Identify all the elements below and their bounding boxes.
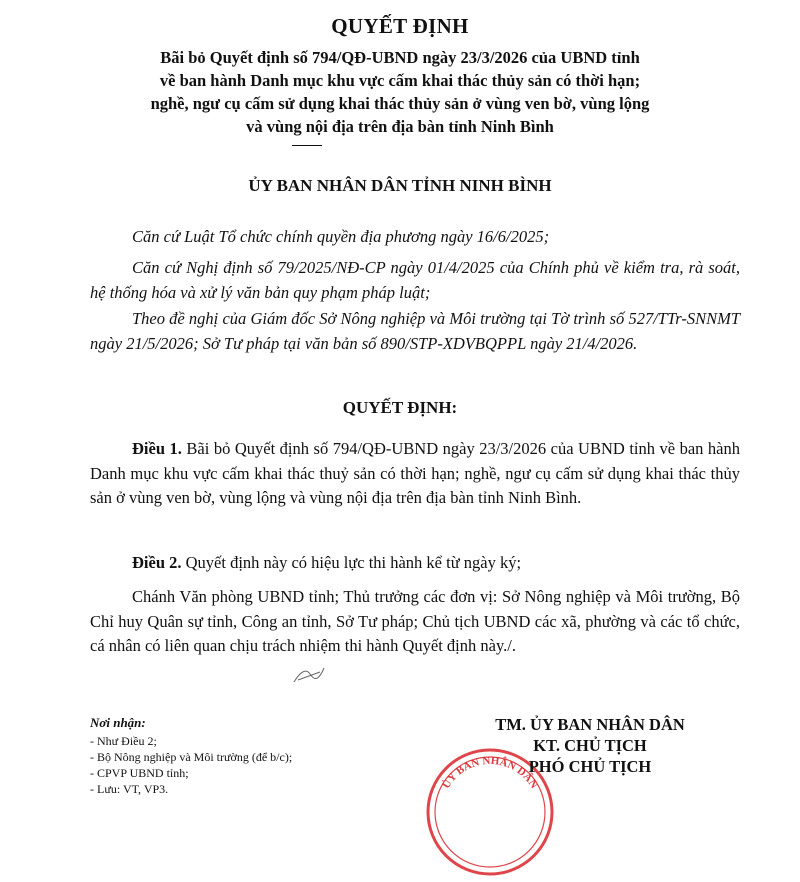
list-item: - Bộ Nông nghiệp và Môi trường (để b/c); bbox=[90, 750, 293, 764]
article-1-label: Điều 1. bbox=[132, 439, 182, 458]
list-item: - Lưu: VT, VP3. bbox=[90, 782, 169, 796]
list-item: - Như Điều 2; bbox=[90, 734, 157, 748]
subtitle-line: và vùng nội địa trên địa bàn tỉnh Ninh Bình bbox=[246, 117, 554, 136]
subtitle-line: nghề, ngư cụ cấm sử dụng khai thác thủy sản ở vùng ven bờ, vùng lộng bbox=[150, 94, 650, 113]
legal-basis-2: Căn cứ Nghị định số 79/2025/NĐ-CP ngày 01/4/2025 của Chính phủ về kiểm tra, rà soát, hệ thống hóa và xử lý văn bản quy phạm pháp luật; bbox=[90, 258, 740, 302]
handwritten-mark-icon bbox=[290, 662, 330, 688]
subtitle-line: về ban hành Danh mục khu vực cấm khai thác thủy sản có thời hạn; bbox=[159, 71, 641, 90]
article-3: Chánh Văn phòng UBND tỉnh; Thủ trưởng các đơn vị: Sở Nông nghiệp và Môi trường, Bộ Chỉ huy Quân sự tỉnh, Công an tỉnh, Sở Tư pháp; Chủ tịch UBND các xã, phường và các tổ chức, cá nhân có liên quan chịu trách nhiệm thi hành Quyết định này./. bbox=[90, 587, 740, 655]
decides-heading: QUYẾT ĐỊNH: bbox=[342, 398, 458, 417]
subtitle-line: Bãi bỏ Quyết định số 794/QĐ-UBND ngày 23/3/2026 của UBND tỉnh bbox=[160, 48, 640, 67]
title-underline bbox=[292, 145, 322, 146]
recipients-block bbox=[90, 715, 420, 797]
article-2-text: Quyết định này có hiệu lực thi hành kể từ ngày ký; bbox=[181, 553, 522, 572]
article-1 bbox=[90, 437, 740, 511]
legal-basis-1: Căn cứ Luật Tổ chức chính quyền địa phương ngày 16/6/2025; bbox=[132, 227, 550, 246]
signature-line: KT. CHỦ TỊCH bbox=[533, 736, 647, 755]
article-2 bbox=[90, 551, 740, 576]
legal-basis-3: Theo đề nghị của Giám đốc Sở Nông nghiệp và Môi trường tại Tờ trình số 527/TTr-SNNMT ngày 21/5/2026; Sở Tư pháp tại văn bản số 890/STP-XDVBQPPL ngày 21/4/2026. bbox=[90, 309, 740, 353]
signature-block bbox=[440, 714, 740, 777]
document-subtitle bbox=[90, 46, 710, 138]
document-title: QUYẾT ĐỊNH bbox=[331, 14, 469, 38]
recipients-list bbox=[90, 733, 420, 797]
recipients-heading: Nơi nhận: bbox=[90, 715, 146, 730]
article-1-text: Bãi bỏ Quyết định số 794/QĐ-UBND ngày 23/3/2026 của UBND tỉnh về ban hành Danh mục khu vực cấm khai thác thuỷ sản có thời hạn; nghề, ngư cụ cấm sử dụng khai thác thủy sản ở vùng ven bờ, vùng lộng và vùng nội địa trên địa bàn tỉnh Ninh Bình. bbox=[90, 439, 741, 507]
issuing-agency: ỦY BAN NHÂN DÂN TỈNH NINH BÌNH bbox=[248, 176, 552, 195]
article-2-label: Điều 2. bbox=[132, 553, 182, 572]
seal-text: ỦY BAN NHÂN DÂN bbox=[440, 754, 540, 791]
signature-line: PHÓ CHỦ TỊCH bbox=[528, 757, 652, 776]
signature-line: TM. ỦY BAN NHÂN DÂN bbox=[495, 715, 685, 734]
list-item: - CPVP UBND tỉnh; bbox=[90, 766, 189, 780]
